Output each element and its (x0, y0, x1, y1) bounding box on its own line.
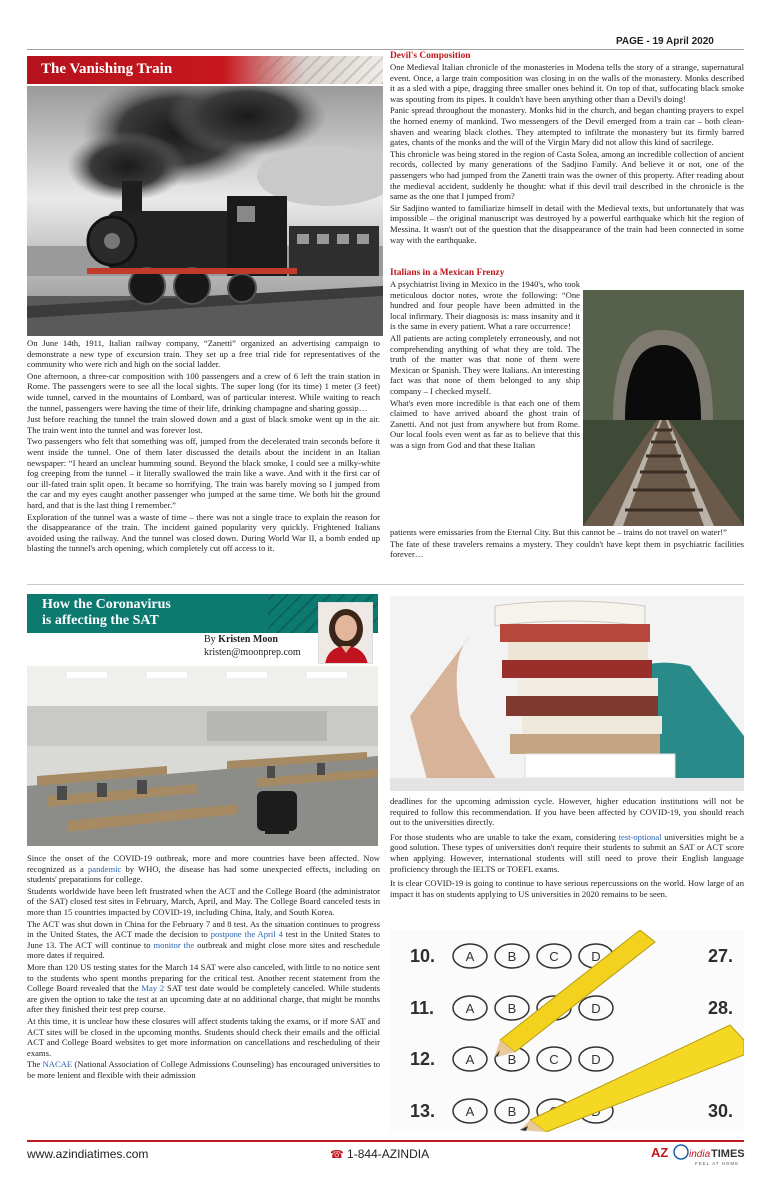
coronavirus-title (42, 597, 171, 629)
body-paragraph (27, 919, 380, 961)
body-paragraph: patients were emissaries from the Eternal City. But this cannot be – trains do not travel on water!” (390, 527, 727, 537)
text-segment: For those students who are unable to take the exam, considering (390, 831, 619, 842)
vanishing-train-header (27, 56, 383, 84)
question-number-13: 13. (410, 1101, 436, 1121)
option-d: D (591, 1052, 601, 1067)
body-paragraph: Students worldwide have been left frustrated when the ACT and the College Board (the administrator of the SAT) closed test sites in February, March, April, and May. The College Board canceled tests in more than 15 countries impacted by COVID-19, including China, Italy, and South Korea. (27, 885, 380, 917)
question-number-28: 28. (708, 998, 734, 1018)
footer-divider (27, 1140, 744, 1142)
question-number-11: 11. (410, 998, 435, 1018)
body-paragraph: One Medieval Italian chronicle of the monasteries in Modena tells the story of a strange, supernatural event. Once, a large train composition was closing in on the walls of the monastery. Monks described it as a sled with a pipe, dragging three smaller ones behind it. On top of that, suffocating black smoke was spouting from its pipes. It couldn't have been anything other than a Devil's doing! (390, 62, 744, 104)
text-segment: Since the onset of the COVID-19 outbreak, more and more countries have been affected. Now recognized as a (27, 853, 380, 874)
body-paragraph: Sir Sadjino wanted to familiarize himself in detail with the Medieval texts, but unfortunately that was impossible – the original manuscript was destroyed by a powerful earthquake which hit the region of Messina. It wasn't out of the question that the disappearance of the train had been connected in some way with the earthquake. (390, 202, 744, 245)
option-d: D (591, 949, 601, 964)
body-paragraph: All patients are acting completely erroneously, and not comprehending anything of what they are told. The truth of the matter was that none of them were Mexican or Spanish. They were Italians. An interesting fact was that none of them belonged to any ship company – I checked myself. (390, 332, 580, 396)
option-b: B (507, 1001, 517, 1016)
test-optional-link[interactable]: test-optional (618, 831, 662, 842)
text-segment: SAT test date would be completely canceled. While students are given the option to take the test at an upcoming date at no additional charge, that might be months after they finished their test prep course. (27, 983, 380, 1015)
body-paragraph: A psychiatrist living in Mexico in the 1940's, who took meticulous doctor notes, wrote the following: “One hundred and four people have been admitted in the local infirmary. Their diagnosis is: mass insanity and it is the same in every patient. What a rare occurrence! (390, 279, 580, 332)
text-segment: The ACT was shut down in China for the February 7 and 8 test. As the situation continues to progress in the United States, the ACT made the decision to (27, 918, 380, 940)
phone-icon: ☎ (330, 1149, 344, 1161)
option-a: A (465, 1052, 475, 1067)
mexican-frenzy-column (390, 268, 580, 451)
body-paragraph: Panic spread throughout the monastery. Monks hid in the church, and began chanting prayers to expel the horned enemy of mankind. Two messengers of the Devil emerged from a train car – both clean-shaven and wearing black clothes. They attempted to infiltrate the monastery but its firmly barred gates, chants of the monks and the will of the Virgin Mary did not allow this kind of sacrilege. (390, 105, 744, 148)
az-india-times-logo (651, 1143, 746, 1167)
author-photo (318, 602, 373, 664)
mexican-frenzy-heading: Italians in a Mexican Frenzy (390, 268, 505, 278)
option-c: C (549, 1052, 559, 1067)
books-stack-photo (390, 596, 744, 791)
author-email: kristen@moonprep.com (204, 647, 301, 658)
title-line-2: is affecting the SAT (42, 613, 159, 628)
option-b: B (507, 1104, 517, 1119)
mexican-frenzy-continued (390, 527, 744, 560)
logo-az: AZ (651, 1145, 669, 1160)
section-divider (27, 584, 744, 585)
text-segment: The (27, 1059, 43, 1070)
answer-sheet-photo (390, 930, 744, 1132)
option-b: B (507, 949, 517, 964)
body-paragraph: On June 14th, 1911, Italian railway company, “Zanetti” organized an advertising campaign to demonstrate a new type of excursion train. They set up a free trial ride for representatives of the community who were rich and high on the social ladder. (27, 338, 380, 370)
text-segment: test in the United States to June 13. The ACT will continue to (27, 929, 380, 950)
body-paragraph: Exploration of the tunnel was a waste of time – there was not a single trace to explain the reason for the disappearance of the train. The incident gained popularity very quickly. Frightened Italians avoided using the railway. And the tunnel was closed down. During World War II, a bomb ended up blasting the tunnel's arch opening, which completely cut off access to it. (27, 511, 380, 554)
text-segment: (National Association of College Admissions Counseling) has encouraged universities to be more lenient and flexible with their admission (27, 1059, 381, 1080)
title-line-1: How the Coronavirus (42, 597, 171, 612)
option-d: D (591, 1001, 601, 1016)
nacae-link[interactable]: NACAE (42, 1059, 73, 1070)
body-paragraph (390, 832, 744, 874)
body-paragraph: Two passengers who felt that something was off, jumped from the decelerated train seconds before it went inside the tunnel. One of them later discussed the details about the incident in an Italian newspaper: “I heard an unclear humming sound. Beyond the black smoke, I could see a milky-white fog creeping from the tunnel – it literally swallowed the train like a wave. And with it the first car of our ill-fated train split open. It became so horrifying. The train was barely moving so I jumped from the car and my eyes caught another passenger who jumped at the same time. We both hit the ground hard, and that is the last thing I remember.” (27, 436, 380, 510)
top-divider (27, 49, 744, 50)
text-segment: universities might be a good solution. These types of universities don't require their students to submit an SAT or ACT score when applying. However, international students will still need to prove their English language proficiency through the IELTS or TOEFL exams. (390, 831, 744, 874)
body-paragraph (27, 962, 380, 1015)
phone-number: 1-844-AZINDIA (347, 1147, 430, 1161)
option-c: C (549, 949, 559, 964)
body-paragraph: One afternoon, a three-car composition with 100 passengers and a crew of 6 left the train station in Rome. The passengers were to see all the local sights. The super long (for its time) 1 meter (3 feet) wide tunnel, carved in the mountains of Lombard, was of particular interest. While waiting to reach the tunnel, passengers were having the time of their life, drinking champagne and sharing gossip… (27, 370, 380, 413)
logo-tagline: FEEL AT HOME (695, 1161, 740, 1166)
body-paragraph: Just before reaching the tunnel the train slowed down and a gust of black smoke went up in the air. The train went into the tunnel and was forever lost. (27, 414, 380, 435)
question-number-12: 12. (410, 1049, 436, 1069)
monitor-link[interactable]: monitor the (153, 939, 195, 950)
coronavirus-left-column (27, 853, 380, 1080)
body-paragraph (27, 1059, 380, 1080)
globe-icon (674, 1145, 688, 1159)
empty-classroom-photo (27, 666, 378, 846)
option-a: A (465, 949, 475, 964)
text-segment: More than 120 US testing states for the March 14 SAT were also canceled, with little to no notice sent to the students who spent months preparing for the critical test. Another recent statement from the College Board revealed that the (27, 961, 380, 994)
pandemic-link[interactable]: pandemic (87, 863, 122, 874)
logo-india: india (689, 1149, 711, 1160)
logo-times: TIMES (711, 1148, 745, 1160)
body-paragraph: deadlines for the upcoming admission cycle. However, higher education institutions will not be required to follow this recommendation. If you have been affected by COVID-19, you should reach out to the universities directly. (390, 796, 744, 828)
railway-tunnel-photo (583, 290, 744, 526)
devils-composition-heading: Devil's Composition (390, 51, 471, 61)
footer-website-link[interactable]: www.azindiatimes.com (27, 1147, 149, 1161)
option-b: B (507, 1052, 517, 1067)
option-a: A (465, 1001, 475, 1016)
option-a: A (465, 1104, 475, 1119)
body-paragraph (27, 853, 380, 885)
author-name: Kristen Moon (218, 634, 278, 645)
may-2-link[interactable]: May 2 (141, 983, 165, 994)
vanishing-train-right-column (390, 51, 744, 245)
postpone-link[interactable]: postpone the April 4 (210, 929, 283, 940)
text-segment: by WHO, the disease has had some unexpected effects, including on students' preparations for college. (27, 863, 380, 885)
vanishing-train-title: The Vanishing Train (41, 61, 173, 77)
question-number-27: 27. (708, 946, 734, 966)
body-paragraph: The fate of these travelers remains a mystery. They couldn't have kept them in psychiatric facilities forever… (390, 538, 744, 560)
body-paragraph: At this time, it is unclear how these closures will affect students taking the exams, or if more SAT and ACT sites will be closed in the upcoming months. Students should check their emails and the official ACT and College Board websites to get more information on cancellations and rescheduling of their exams. (27, 1015, 380, 1058)
body-paragraph: What's even more incredible is that each one of them claimed to have arrived aboard the ghost train of Zanetti. And not just from anywhere but from Rome. Our local fools even went as far as to believe that this was a sign from God and that these Italian (390, 397, 580, 450)
question-number-10: 10. (410, 946, 436, 966)
page-label: PAGE - 19 April 2020 (616, 36, 714, 47)
byline-prefix: By (204, 634, 216, 645)
steam-train-photo (27, 86, 383, 336)
author-byline (204, 634, 278, 645)
text-segment: outbreak and might close more sites and reschedule more dates if required. (27, 939, 380, 961)
question-number-30: 30. (708, 1101, 734, 1121)
body-paragraph: This chronicle was being stored in the region of Casta Solea, among an incredible collection of ancient records, collected by many generations of the Sadjino Family. And believe it or not, one of the passengers who had jumped from the Zanetti train was the owner of this property. After reading about the medieval accident, suddenly he thought: what if this devil trail described in the chronicle is the same as the one that I jumped from? (390, 148, 744, 202)
coronavirus-right-column (390, 796, 744, 899)
body-paragraph: It is clear COVID-19 is going to continue to have serious repercussions on the world. How large of an impact it has on students applying to US universities in 2020 remains to be seen. (390, 878, 744, 899)
vanishing-train-left-column (27, 338, 380, 554)
footer-phone[interactable] (330, 1147, 429, 1161)
